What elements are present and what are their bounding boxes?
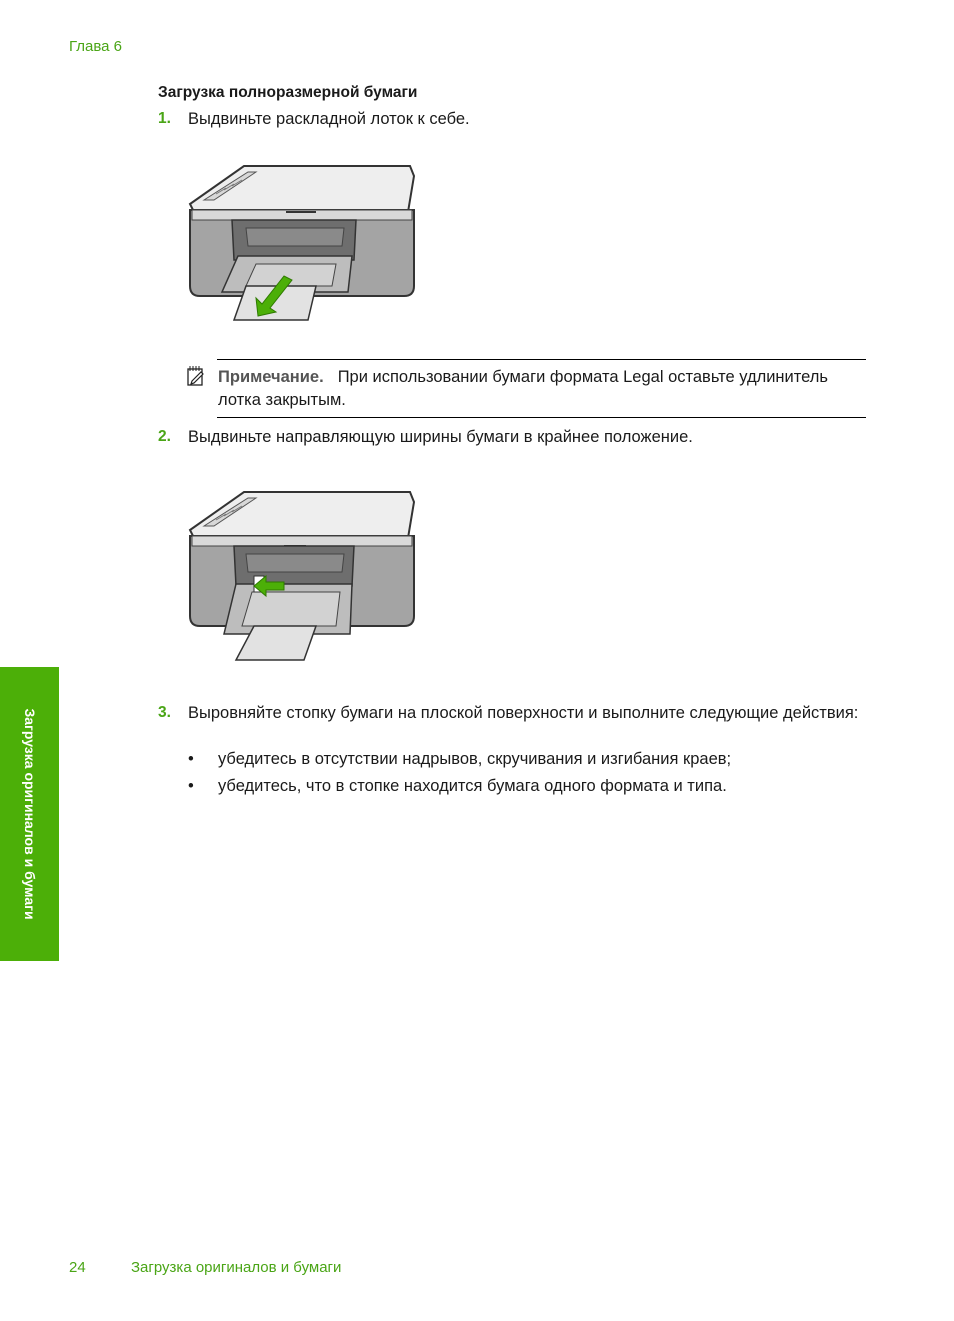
step-2-text: Выдвиньте направляющую ширины бумаги в крайнее положение. xyxy=(188,428,693,446)
section-title: Загрузка полноразмерной бумаги xyxy=(158,84,418,101)
bullet-2-symbol: • xyxy=(188,777,194,795)
step-2-number: 2. xyxy=(158,428,171,445)
chapter-label: Глава 6 xyxy=(69,38,123,55)
note-label: Примечание. xyxy=(218,368,324,386)
bullet-2-text: убедитесь, что в стопке находится бумага одного формата и типа. xyxy=(218,777,727,795)
printer-illustration-tray-out xyxy=(186,160,420,326)
bullet-1-text: убедитесь в отсутствии надрывов, скручивания и изгибания краев; xyxy=(218,750,732,768)
note-text: При использовании бумаги формата Legal оставьте удлинитель лотка закрытым. xyxy=(218,368,828,409)
side-tab xyxy=(0,667,59,961)
note-bottom-rule xyxy=(217,417,866,418)
footer-title: Загрузка оригиналов и бумаги xyxy=(131,1259,342,1276)
step-3-text: Выровняйте стопку бумаги на плоской поверхности и выполните следующие действия: xyxy=(188,704,859,722)
side-tab-label: Загрузка оригиналов и бумаги xyxy=(22,708,38,920)
bullet-1-symbol: • xyxy=(188,750,194,768)
note-top-rule xyxy=(217,359,866,360)
note-icon xyxy=(186,365,206,387)
step-1-text: Выдвиньте раскладной лоток к себе. xyxy=(188,110,470,128)
step-1-number: 1. xyxy=(158,110,171,127)
note-box xyxy=(218,366,863,412)
step-3-number: 3. xyxy=(158,704,171,721)
page-number: 24 xyxy=(69,1259,86,1276)
printer-illustration-paper-guide xyxy=(186,488,420,664)
